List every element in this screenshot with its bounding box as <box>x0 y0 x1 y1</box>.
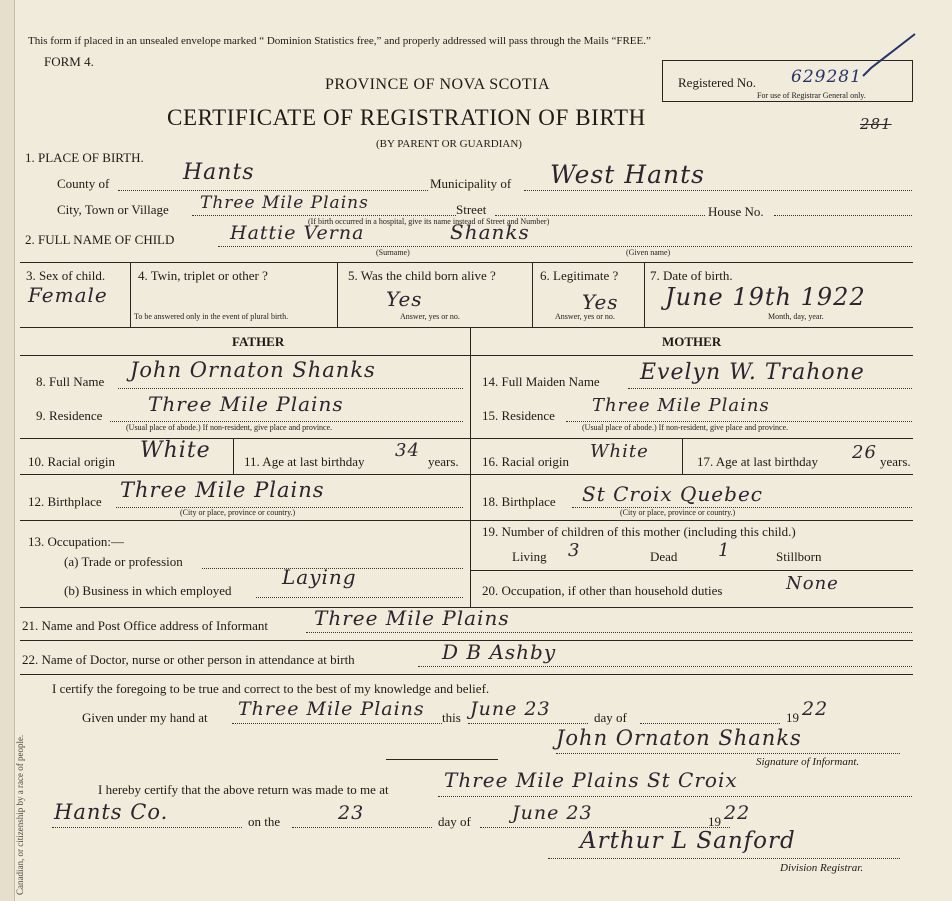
registrar-text: I hereby certify that the above return was made to me at <box>98 782 389 797</box>
surname-note: (Surname) <box>376 248 410 257</box>
registered-number: 629281 <box>791 67 862 87</box>
registrar-day: 23 <box>338 802 365 824</box>
county-label: County of <box>57 176 110 191</box>
informant-label: 21. Name and Post Office address of Informant <box>22 618 268 633</box>
father-years: years. <box>428 454 459 469</box>
twin-note: To be answered only in the event of plural birth. <box>134 312 289 321</box>
mother-years: years. <box>880 454 911 469</box>
this-label: this <box>442 710 461 725</box>
on-the-label: on the <box>248 814 281 829</box>
mother-birthplace-note: (City or place, province or country.) <box>620 508 736 517</box>
father-heading: FATHER <box>232 334 285 349</box>
cert-year-prefix: 19 <box>786 710 799 725</box>
child-name-label: 2. FULL NAME OF CHILD <box>25 232 175 247</box>
father-racial-label: 10. Racial origin <box>28 454 116 469</box>
twin-label: 4. Twin, triplet or other ? <box>138 268 268 283</box>
registrar-month: June 23 <box>512 802 593 824</box>
alive-value: Yes <box>386 287 423 311</box>
registrar-place: Three Mile Plains St Croix <box>444 768 738 792</box>
registrar-year: 22 <box>724 802 751 824</box>
this-value: June 23 <box>470 698 551 720</box>
legitimate-value: Yes <box>582 290 619 314</box>
informant-value: Three Mile Plains <box>314 606 510 630</box>
street-note: (If birth occurred in a hospital, give its name instead of Street and Number) <box>308 217 550 226</box>
page-title: CERTIFICATE OF REGISTRATION OF BIRTH <box>167 105 646 130</box>
given-under-label: Given under my hand at <box>82 710 208 725</box>
mother-birthplace: St Croix Quebec <box>582 482 763 506</box>
father-birthplace-note: (City or place, province or country.) <box>180 508 296 517</box>
living-label: Living <box>512 549 547 564</box>
mother-age-label: 17. Age at last birthday <box>697 454 818 469</box>
certify-text: I certify the foregoing to be true and correct to the best of my knowledge and belief. <box>52 681 490 696</box>
registrar-use-note: For use of Registrar General only. <box>757 91 866 100</box>
informant-signature: John Ornaton Shanks <box>556 726 802 750</box>
business-value: Laying <box>282 565 357 589</box>
mother-occupation-label: 20. Occupation, if other than household duties <box>482 583 723 598</box>
informant-signature-note: Signature of Informant. <box>756 756 860 768</box>
left-margin-strip <box>0 0 25 901</box>
registrar-place-2: Hants Co. <box>54 800 169 824</box>
children-label: 19. Number of children of this mother (including this child.) <box>482 524 796 539</box>
county-value: Hants <box>183 160 255 185</box>
given-name-note: (Given name) <box>626 248 671 257</box>
sex-value: Female <box>28 283 108 307</box>
legitimate-label: 6. Legitimate ? <box>540 268 619 283</box>
page-subtitle: (BY PARENT OR GUARDIAN) <box>376 138 522 150</box>
occupation-label: 13. Occupation:— <box>28 534 125 549</box>
municipality-label: Municipality of <box>430 176 512 191</box>
child-surname: Shanks <box>450 220 530 244</box>
city-label: City, Town or Village <box>57 202 169 217</box>
trade-label: (a) Trade or profession <box>64 554 183 569</box>
street-label: Street <box>456 202 487 217</box>
registered-label: Registered No. <box>678 75 756 90</box>
legitimate-note: Answer, yes or no. <box>555 312 615 321</box>
living-value: 3 <box>568 540 581 561</box>
father-birthplace: Three Mile Plains <box>120 478 325 502</box>
child-given-name: Hattie Verna <box>230 222 365 244</box>
place-heading: 1. PLACE OF BIRTH. <box>25 150 144 165</box>
father-name-label: 8. Full Name <box>36 374 105 389</box>
registrar-year-prefix: 19 <box>708 814 721 829</box>
mail-notice: This form if placed in an unsealed envelope marked “ Dominion Statistics free,” and properly addressed will pass through the Mails “FREE.” <box>28 35 651 47</box>
municipality-value: West Hants <box>550 160 705 189</box>
father-age: 34 <box>395 440 420 461</box>
given-place-value: Three Mile Plains <box>238 698 425 720</box>
father-residence-note: (Usual place of abode.) If non-resident, give place and province. <box>126 423 333 432</box>
dead-label: Dead <box>650 549 678 564</box>
mother-residence-label: 15. Residence <box>482 408 555 423</box>
cert-year: 22 <box>802 698 829 720</box>
father-name: John Ornaton Shanks <box>130 358 376 382</box>
mother-residence-note: (Usual place of abode.) If non-resident, give place and province. <box>582 423 789 432</box>
sex-label: 3. Sex of child. <box>26 268 106 283</box>
city-value: Three Mile Plains <box>200 193 369 213</box>
doctor-value: D B Ashby <box>442 640 557 664</box>
mother-heading: MOTHER <box>662 334 722 349</box>
alive-label: 5. Was the child born alive ? <box>348 268 496 283</box>
province-heading: PROVINCE OF NOVA SCOTIA <box>325 76 551 93</box>
mother-name-label: 14. Full Maiden Name <box>482 374 600 389</box>
check-mark-icon <box>855 28 925 83</box>
mother-age: 26 <box>852 442 877 463</box>
side-text: Canadian, or citizenship by a race of people. <box>15 734 25 895</box>
mother-birthplace-label: 18. Birthplace <box>482 494 556 509</box>
mother-residence: Three Mile Plains <box>592 395 770 416</box>
dob-value: June 19th 1922 <box>665 283 866 311</box>
father-age-label: 11. Age at last birthday <box>244 454 365 469</box>
mother-name: Evelyn W. Trahone <box>640 360 865 385</box>
father-residence: Three Mile Plains <box>148 392 344 416</box>
father-birthplace-label: 12. Birthplace <box>28 494 102 509</box>
mother-occupation: None <box>786 573 839 594</box>
stillborn-label: Stillborn <box>776 549 822 564</box>
alive-note: Answer, yes or no. <box>400 312 460 321</box>
dob-label: 7. Date of birth. <box>650 268 733 283</box>
dead-value: 1 <box>718 540 731 561</box>
mother-racial: White <box>590 441 649 462</box>
dob-note: Month, day, year. <box>768 312 824 321</box>
form-number: FORM 4. <box>44 54 94 69</box>
father-residence-label: 9. Residence <box>36 408 103 423</box>
day-of-label: day of <box>594 710 627 725</box>
registrar-day-of-label: day of <box>438 814 471 829</box>
business-label: (b) Business in which employed <box>64 583 232 598</box>
mother-racial-label: 16. Racial origin <box>482 454 570 469</box>
registrar-signature: Arthur L Sanford <box>580 828 796 854</box>
house-label: House No. <box>708 204 764 219</box>
registrar-signature-note: Division Registrar. <box>780 862 864 874</box>
father-racial: White <box>140 438 211 463</box>
doctor-label: 22. Name of Doctor, nurse or other person in attendance at birth <box>22 652 355 667</box>
stamp-number: 281 <box>860 115 892 133</box>
